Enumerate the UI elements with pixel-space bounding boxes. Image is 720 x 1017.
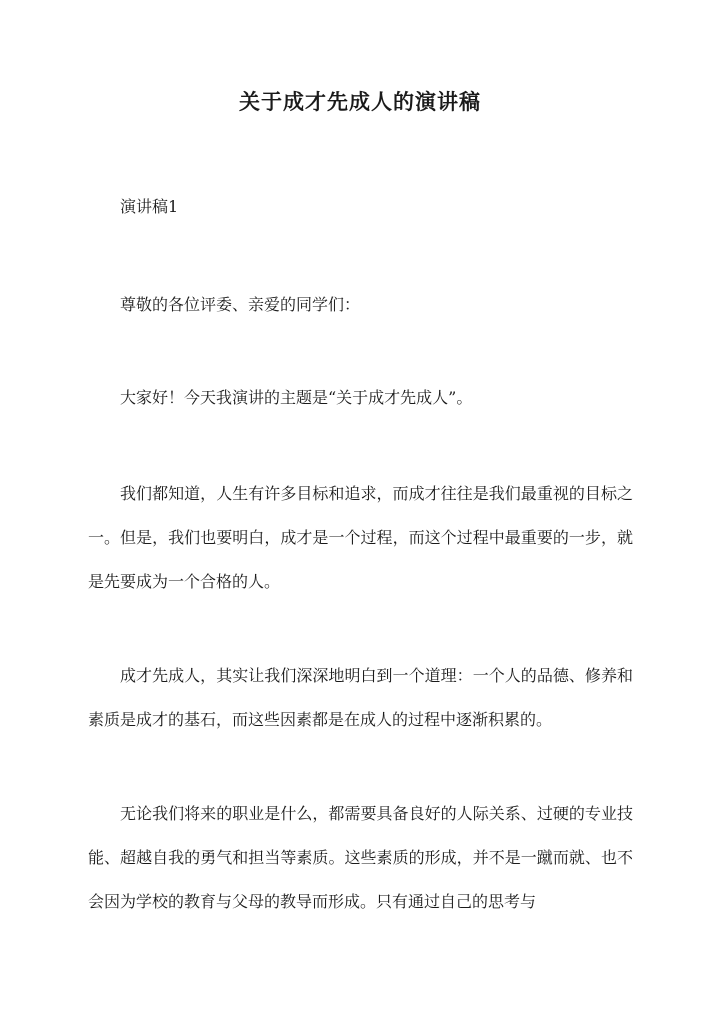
document-title: 关于成才先成人的演讲稿	[239, 89, 481, 114]
paragraph-salutation: 尊敬的各位评委、亲爱的同学们：	[120, 295, 361, 314]
paragraph-body-1: 我们都知道，人生有许多目标和追求，而成才往往是我们最重视的目标之一。但是，我们也要明白，成才是一个过程，而这个过程中最重要的一步，就是先要成为一个合格的人。	[88, 484, 633, 591]
paragraph-body-2: 成才先成人，其实让我们深深地明白到一个道理：一个人的品德、修养和素质是成才的基石，而这些因素都是在成人的过程中逐渐积累的。	[88, 666, 633, 729]
paragraph-speech-label: 演讲稿1	[120, 197, 179, 216]
paragraph-greeting: 大家好！今天我演讲的主题是“关于成才先成人”。	[120, 388, 473, 407]
paragraph-body-3: 无论我们将来的职业是什么，都需要具备良好的人际关系、过硬的专业技能、超越自我的勇气和担当等素质。这些素质的形成，并不是一蹴而就、也不会因为学校的教育与父母的教导而形成。只有通过自己的思考与	[88, 804, 633, 911]
